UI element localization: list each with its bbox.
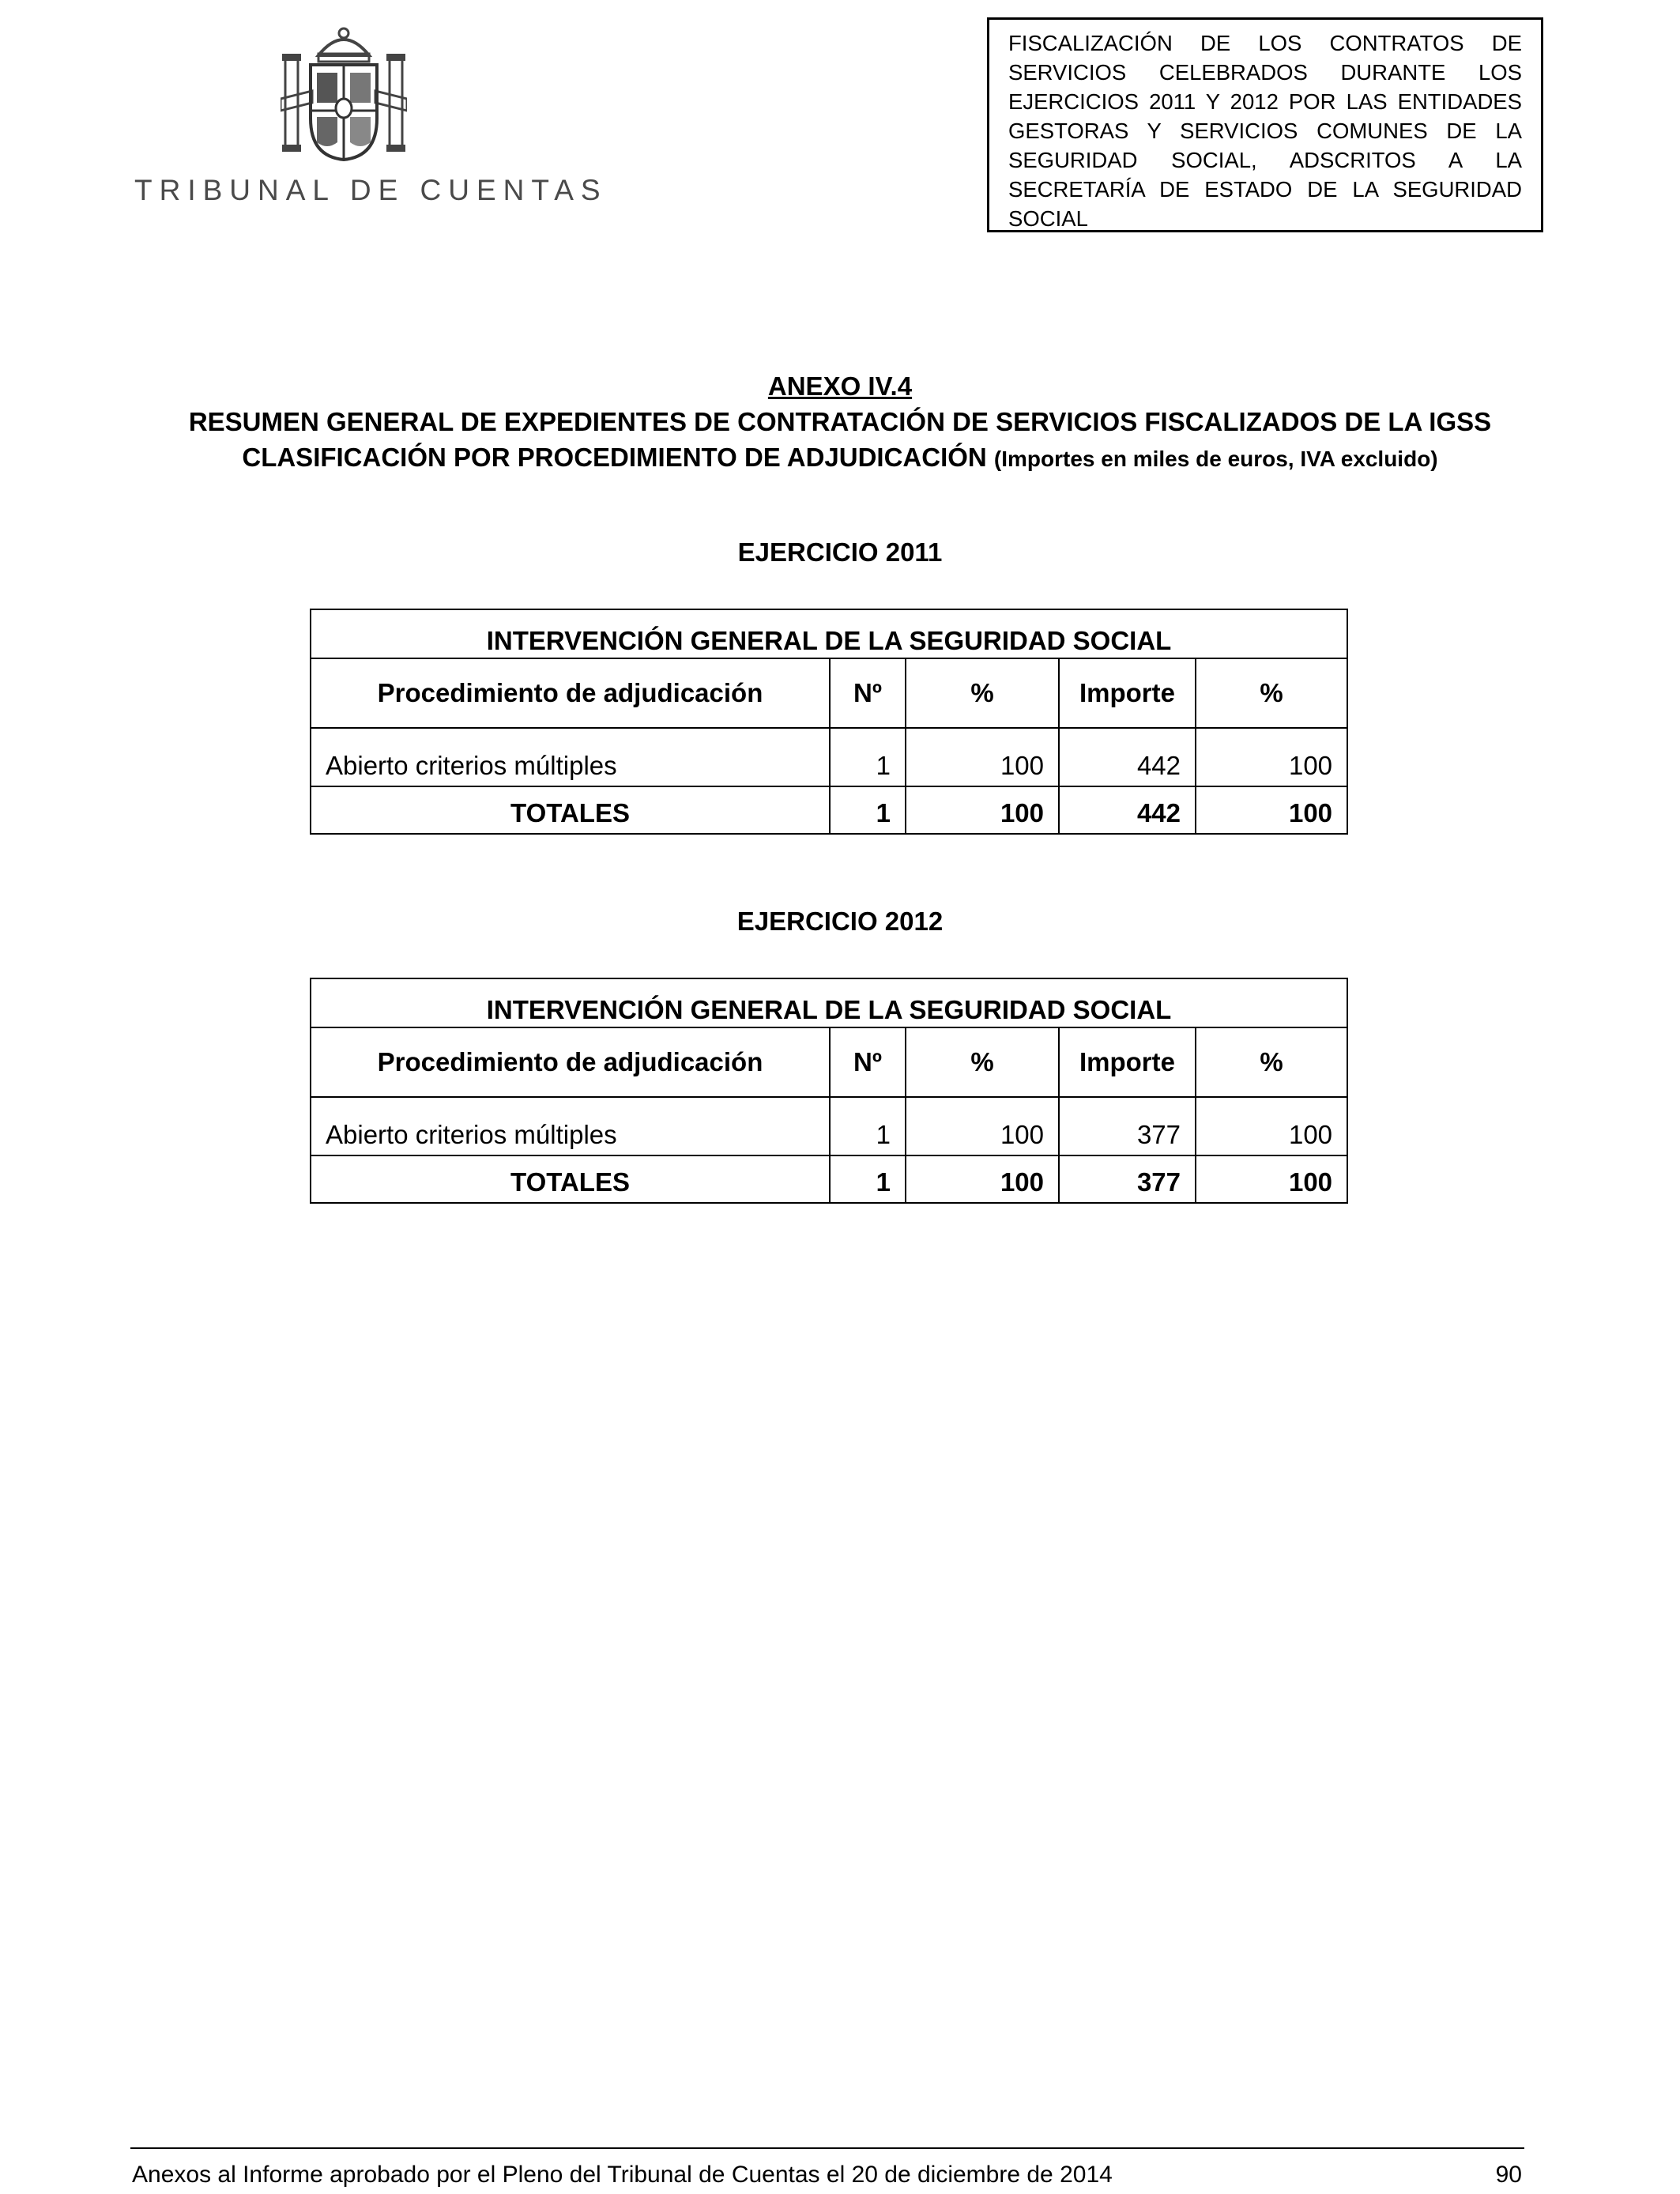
column-header: %: [906, 1027, 1059, 1097]
column-header: Importe: [1059, 658, 1196, 728]
document-title: RESUMEN GENERAL DE EXPEDIENTES DE CONTRATACIÓN DE SERVICIOS FISCALIZADOS DE LA IGSS: [188, 407, 1492, 436]
year-heading-2011: EJERCICIO 2011: [737, 537, 943, 567]
procedure-cell: Abierto criterios múltiples: [311, 728, 830, 786]
footer-text: Anexos al Informe aprobado por el Pleno del Tribunal de Cuentas el 20 de diciembre de 2014: [132, 2162, 1113, 2188]
column-header: %: [1196, 1027, 1347, 1097]
organism-name: INTERVENCIÓN GENERAL DE LA SEGURIDAD SOCIAL: [311, 609, 1347, 658]
header-row: [311, 658, 1347, 728]
footer-divider: [130, 2147, 1524, 2149]
subtitle-main: CLASIFICACIÓN POR PROCEDIMIENTO DE ADJUDICACIÓN: [242, 443, 987, 472]
column-header: Procedimiento de adjudicación: [311, 1027, 830, 1097]
column-header: Importe: [1059, 1027, 1196, 1097]
tribunal-logo: [134, 24, 608, 213]
total-count-cell: 1: [830, 1155, 906, 1203]
total-count-percent-cell: 100: [906, 786, 1059, 834]
total-count-percent-cell: 100: [906, 1155, 1059, 1203]
amounts-note: (Importes en miles de euros, IVA excluido): [993, 447, 1438, 471]
procedure-cell: Abierto criterios múltiples: [311, 1097, 830, 1155]
annex-number: ANEXO IV.4: [767, 371, 913, 401]
count-percent-cell: 100: [906, 728, 1059, 786]
total-amount-percent-cell: 100: [1196, 1155, 1347, 1203]
totals-label: TOTALES: [311, 786, 830, 834]
column-header: %: [906, 658, 1059, 728]
totals-label: TOTALES: [311, 1155, 830, 1203]
amount-percent-cell: 100: [1196, 1097, 1347, 1155]
column-header: %: [1196, 658, 1347, 728]
summary-table-2012: [310, 978, 1348, 1204]
summary-table-2011: [310, 609, 1348, 835]
page-number: 90: [1495, 2162, 1522, 2188]
count-cell: 1: [830, 1097, 906, 1155]
header-row: [311, 1027, 1347, 1097]
total-count-cell: 1: [830, 786, 906, 834]
organism-row: [311, 609, 1347, 658]
coat-of-arms-icon: [281, 24, 407, 162]
column-header: Procedimiento de adjudicación: [311, 658, 830, 728]
count-percent-cell: 100: [906, 1097, 1059, 1155]
logo-text: TRIBUNAL DE CUENTAS: [134, 174, 608, 206]
report-title-box: FISCALIZACIÓN DE LOS CONTRATOS DE SERVICIOS CELEBRADOS DURANTE LOS EJERCICIOS 2011 Y 2012 POR LAS ENTIDADES GESTORAS Y SERVICIOS COMUNES DE LA SEGURIDAD SOCIAL, ADSCRITOS A LA SECRETARÍA DE ESTADO DE LA SEGURIDAD SOCIAL: [987, 17, 1543, 232]
table-row: [311, 728, 1347, 786]
organism-row: [311, 978, 1347, 1027]
amount-cell: 377: [1059, 1097, 1196, 1155]
totals-row: [311, 1155, 1347, 1203]
column-header: Nº: [830, 1027, 906, 1097]
amount-cell: 442: [1059, 728, 1196, 786]
totals-row: [311, 786, 1347, 834]
organism-name: INTERVENCIÓN GENERAL DE LA SEGURIDAD SOCIAL: [311, 978, 1347, 1027]
column-header: Nº: [830, 658, 906, 728]
total-amount-cell: 377: [1059, 1155, 1196, 1203]
count-cell: 1: [830, 728, 906, 786]
total-amount-cell: 442: [1059, 786, 1196, 834]
year-heading-2012: EJERCICIO 2012: [736, 907, 944, 936]
total-amount-percent-cell: 100: [1196, 786, 1347, 834]
amount-percent-cell: 100: [1196, 728, 1347, 786]
table-row: [311, 1097, 1347, 1155]
document-subtitle: [0, 443, 1680, 473]
